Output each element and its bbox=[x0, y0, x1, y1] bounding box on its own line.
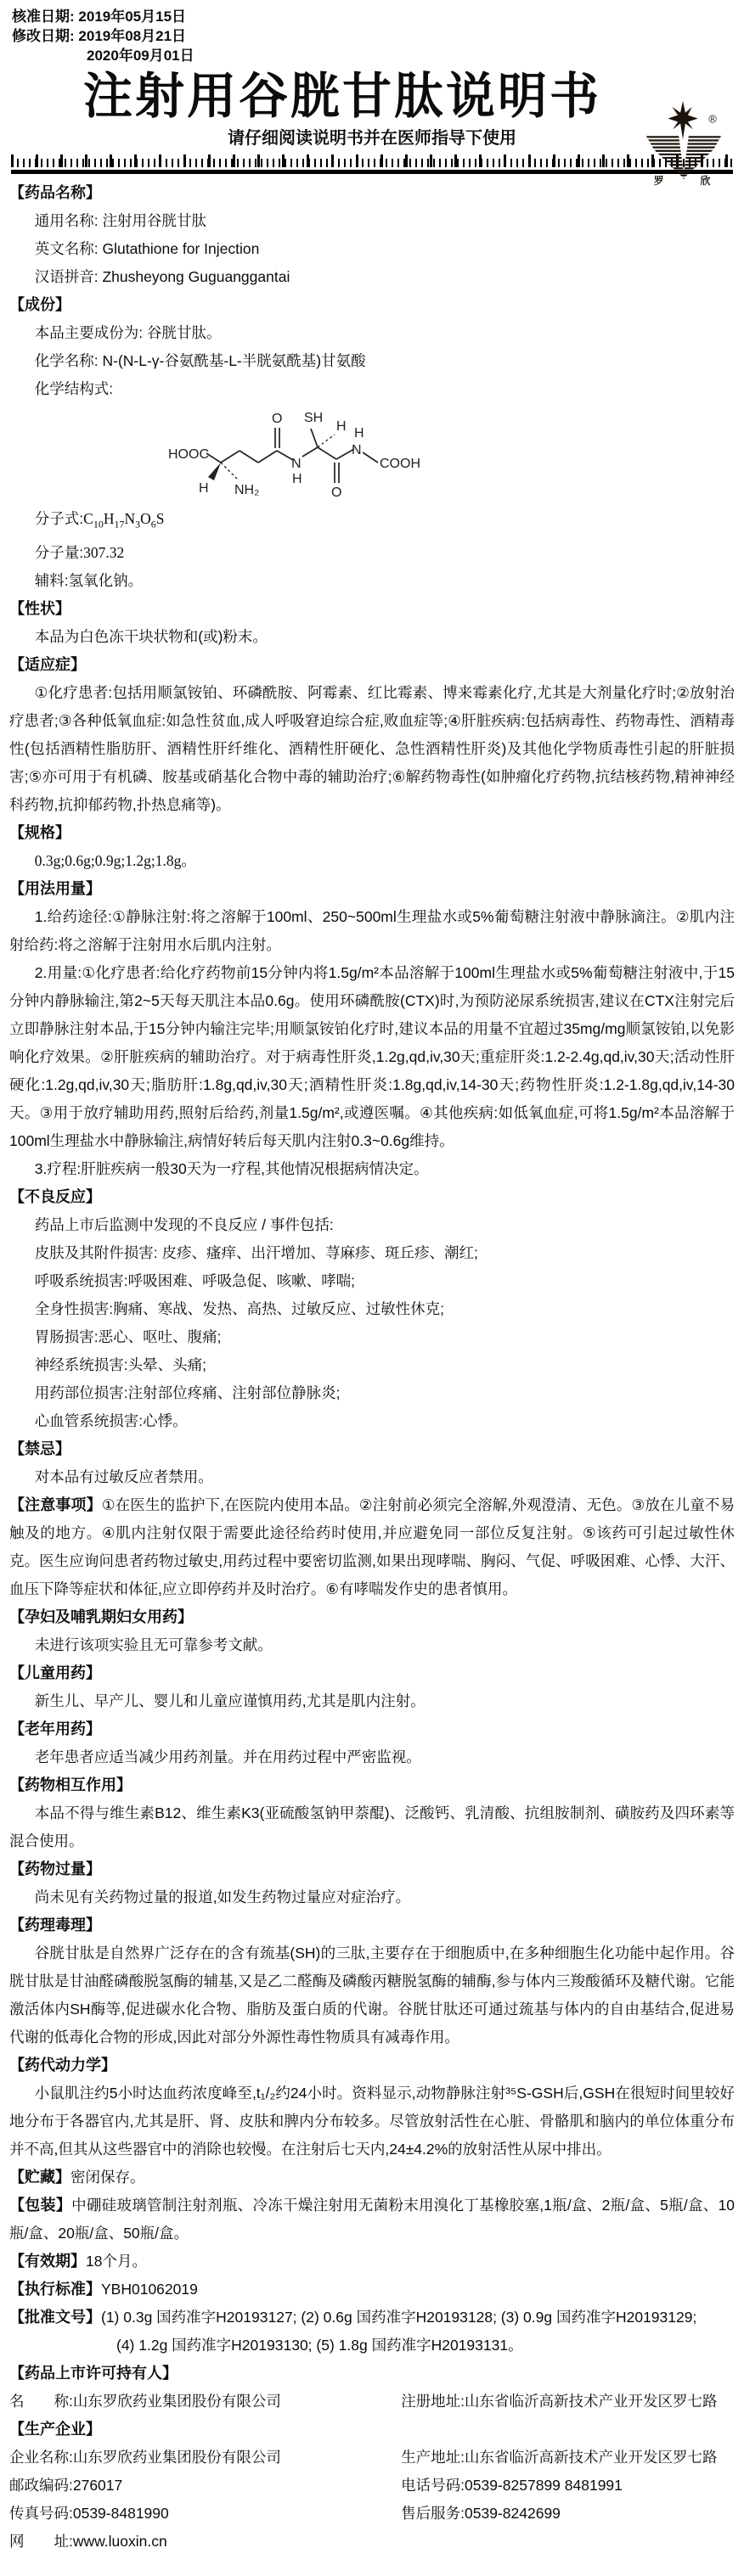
atom-h-dash: H bbox=[336, 419, 347, 434]
atom-cooh: COOH bbox=[380, 457, 420, 471]
adverse-respiratory: 呼吸系统损害:呼吸困难、呼吸急促、咳嗽、哮喘; bbox=[34, 1271, 355, 1289]
interactions-text: 本品不得与维生素B12、维生素K3(亚硫酸氢钠甲萘醌)、泛酸钙、乳清酸、抗组胺制剂、磺胺药及四环素等混合使用。 bbox=[9, 1804, 735, 1849]
shelf-life-text: 18个月。 bbox=[86, 2252, 147, 2270]
atom-h-left: H bbox=[199, 481, 209, 496]
section-heading-packaging: 【包装】 bbox=[9, 2196, 72, 2214]
manufacturer-row-2 bbox=[9, 2472, 735, 2500]
section-heading-pediatric: 【儿童用药】 bbox=[9, 1664, 101, 1681]
revision-date-value-2: 2020年09月01日 bbox=[87, 48, 194, 64]
manufacturer-row-3 bbox=[9, 2500, 735, 2528]
dosage-route: 1.给药途径:①静脉注射:将之溶解于100ml、250~500ml生理盐水或5%葡萄糖注射液中静脉滴注。②肌内注射给药:将之溶解于注射用水后肌内注射。 bbox=[9, 907, 735, 953]
adverse-skin: 皮肤及其附件损害: 皮疹、瘙痒、出汗增加、荨麻疹、斑丘疹、潮红; bbox=[34, 1243, 478, 1261]
section-heading-standard: 【执行标准】 bbox=[9, 2280, 101, 2298]
barcode-separator bbox=[11, 154, 733, 167]
section-heading-contraindications: 【禁忌】 bbox=[9, 1440, 70, 1457]
weight-label: 分子量: bbox=[34, 543, 84, 561]
section-heading-pharmacokinetics: 【药代动力学】 bbox=[9, 2056, 116, 2074]
section-heading-description: 【性状】 bbox=[9, 599, 70, 617]
pregnancy-text: 未进行该项实验且无可靠参考文献。 bbox=[34, 1636, 273, 1653]
after-sales-number: 售后服务:0539-8242699 bbox=[401, 2504, 561, 2522]
holder-name: 名 称:山东罗欣药业集团股份有限公司 bbox=[9, 2392, 281, 2410]
english-name: 英文名称: Glutathione for Injection bbox=[34, 240, 260, 257]
logo-right-wing bbox=[683, 136, 721, 179]
section-heading-composition: 【成份】 bbox=[9, 296, 70, 313]
section-approval-numbers bbox=[9, 2304, 735, 2332]
atom-h-n1: H bbox=[292, 472, 302, 486]
registered-mark: ® bbox=[708, 112, 717, 126]
section-heading-overdose: 【药物过量】 bbox=[9, 1860, 101, 1877]
section-shelf-life bbox=[9, 2248, 735, 2276]
manufacturer-row-1 bbox=[9, 2444, 735, 2472]
indications-text: ①化疗患者:包括用顺氯铵铂、环磷酰胺、阿霉素、红比霉素、博来霉素化疗,尤其是大剂量化疗时;②放射治疗患者;③各种低氧血症:如急性贫血,成人呼吸窘迫综合症,败血症等;④肝脏疾病:包括病毒性、药物毒性、酒精毒性(包括酒精性脂肪肝、酒精性肝纤维化、酒精性肝硬化、急性酒精性肝炎)及其他化学物质毒性引起的肝脏损害;⑤亦可用于有机磷、胺基或硝基化合物中毒的辅助治疗;⑥解药物毒性(如肿瘤化疗药物,抗结核药物,精神神经科药物,抗抑郁药物,扑热息痛等)。 bbox=[9, 683, 735, 813]
section-precautions bbox=[9, 1491, 735, 1603]
section-storage bbox=[9, 2164, 735, 2192]
manufacturer-address: 生产地址:山东省临沂高新技术产业开发区罗七路 bbox=[401, 2448, 718, 2466]
divider-rule bbox=[11, 170, 733, 174]
dosage-amount: 2.用量:①化疗患者:给化疗药物前15分钟内将1.5g/m²本品溶解于100ml生理盐水或5%葡萄糖注射液中,于15分钟内静脉输注,第2~5天每天肌注本品0.6g。使用环磷酰胺(CTX)时,为预防泌尿系统损害,建议在CTX注射完后立即静脉注射本品,于15分钟内输注完毕;用顺氯铵铂化疗时,建议本品的用量不宜超过35mg/mg顺氯铵铂,以免影响化疗效果。②肝脏疾病的辅助治疗。对于病毒性肝炎,1.2g,qd,iv,30天;重症肝炎:1.2-2.4g,qd,iv,30天;活动性肝硬化:1.2g,qd,iv,30天;脂肪肝:1.8g,qd,iv,30天;酒精性肝炎:1.8g,qd,iv,14-30天;药物性肝炎:1.2-1.8g,qd,iv,14-30天。③用于放疗辅助用药,照射后给药,剂量1.5g/m²,或遵医嘱。④其他疾病:如低氧血症,可将1.5g/m²本品溶解于100ml生理盐水中静脉输注,病情好转后每天肌内注射0.3~0.6g维持。 bbox=[9, 963, 735, 1149]
overdose-text: 尚未见有关药物过量的报道,如发生药物过量应对症治疗。 bbox=[34, 1888, 411, 1905]
storage-text: 密闭保存。 bbox=[70, 2168, 145, 2186]
section-heading-indications: 【适应症】 bbox=[9, 655, 86, 673]
star-icon bbox=[668, 101, 697, 139]
atom-sh: SH bbox=[304, 411, 324, 425]
atom-hooc: HOOC bbox=[168, 447, 209, 462]
section-heading-storage: 【贮藏】 bbox=[9, 2168, 70, 2186]
phone-number: 电话号码:0539-8257899 8481991 bbox=[401, 2476, 623, 2494]
atom-o-top: O bbox=[272, 412, 283, 426]
manufacturer-row-4 bbox=[9, 2528, 735, 2556]
adverse-nervous: 神经系统损害:头晕、头痛; bbox=[34, 1355, 206, 1373]
composition-main: 本品主要成份为: 谷胱甘肽。 bbox=[34, 324, 222, 341]
section-heading-geriatric: 【老年用药】 bbox=[9, 1720, 101, 1737]
precautions-text: ①在医生的监护下,在医院内使用本品。②注射前必须完全溶解,外观澄清、无色。③放在儿童不易触及的地方。④肌内注射仅限于需要此途径给药时使用,并应避免同一部位反复注射。⑤该药可引起过敏性休克。医生应询问患者药物过敏史,用药过程中要密切监测,如果出现哮喘、胸闷、气促、呼吸困难、心悸、大汗、血压下降等症状和体征,应立即停药并及时治疗。⑥有哮喘发作史的患者慎用。 bbox=[9, 1496, 735, 1597]
pharmacology-text: 谷胱甘肽是自然界广泛存在的含有巯基(SH)的三肽,主要存在于细胞质中,在多种细胞生化功能中起作用。谷胱甘肽是甘油醛磷酸脱氢酶的辅基,又是乙二醛酶及磷酸丙糖脱氢酶的辅酶,参与体内三羧酸循环及糖代谢。它能激活体内SH酶等,促进碳水化合物、脂肪及蛋白质的代谢。谷胱甘肽还可通过巯基与体内的自由基结合,促进易代谢的低毒化合物的形成,因此对部分外源性毒性物质具有减毒作用。 bbox=[9, 1944, 735, 2046]
approval-date-value: 2019年05月15日 bbox=[78, 8, 187, 25]
dosage-course: 3.疗程:肝脏疾病一般30天为一疗程,其他情况根据病情决定。 bbox=[34, 1159, 429, 1177]
revision-date-value-1: 2019年08月21日 bbox=[78, 28, 187, 44]
description-text: 本品为白色冻干块状物和(或)粉末。 bbox=[34, 627, 268, 645]
holder-registered-address: 注册地址:山东省临沂高新技术产业开发区罗七路 bbox=[401, 2392, 718, 2410]
section-heading-adverse-reactions: 【不良反应】 bbox=[9, 1187, 101, 1205]
revision-date-line bbox=[12, 26, 735, 46]
atom-n1: N bbox=[291, 457, 302, 471]
manufacturer-name: 企业名称:山东罗欣药业集团股份有限公司 bbox=[9, 2448, 281, 2466]
date-block bbox=[9, 7, 735, 65]
adverse-intro: 药品上市后监测中发现的不良反应 / 事件包括: bbox=[34, 1215, 334, 1233]
chemical-structure-diagram bbox=[166, 405, 421, 505]
molecular-weight: 307.32 bbox=[83, 543, 125, 561]
excipient-line: 辅料:氢氧化钠。 bbox=[34, 571, 144, 589]
section-heading-interactions: 【药物相互作用】 bbox=[9, 1776, 132, 1793]
section-heading-precautions: 【注意事项】 bbox=[9, 1496, 102, 1513]
license-holder-row bbox=[9, 2388, 735, 2416]
atom-n2: N bbox=[352, 443, 362, 457]
pediatric-text: 新生儿、早产儿、婴儿和儿童应谨慎用药,尤其是肌内注射。 bbox=[34, 1692, 426, 1709]
structure-label: 化学结构式: bbox=[34, 380, 114, 397]
atom-o-bottom: O bbox=[331, 485, 342, 500]
postal-code: 邮政编码:276017 bbox=[9, 2476, 123, 2494]
approval-date-line bbox=[12, 7, 735, 26]
strength-text: 0.3g;0.6g;0.9g;1.2g;1.8g。 bbox=[34, 851, 196, 869]
approval-date-label: 核准日期: bbox=[12, 8, 75, 25]
page-title: 注射用谷胱甘肽说明书 bbox=[82, 69, 601, 124]
section-heading-license-holder: 【药品上市许可持有人】 bbox=[9, 2364, 178, 2382]
pharmacokinetics-text: 小鼠肌注约5小时达血药浓度峰至,t₁/₂约24小时。资料显示,动物静脉注射³⁵S-GSH后,GSH在很短时间里较好地分布于各器官内,尤其是肝、肾、皮肤和脾内分布较多。尽管放射活性在心脏、骨骼肌和脑内的单位体重分布并不高,但其从这些器官中的消除也较慢。在注射后七天内,24±4.2%的放射活性从尿中排出。 bbox=[9, 2084, 735, 2158]
generic-name: 通用名称: 注射用谷胱甘肽 bbox=[34, 212, 206, 229]
subtitle: 请仔细阅读说明书并在医师指导下使用 bbox=[228, 129, 516, 148]
section-heading-drug-name: 【药品名称】 bbox=[9, 184, 101, 201]
section-packaging bbox=[9, 2192, 735, 2248]
logo-char-right: 欣 bbox=[700, 176, 711, 186]
molecular-weight-line bbox=[9, 539, 735, 567]
section-heading-strength: 【规格】 bbox=[9, 823, 70, 841]
approval-numbers-line2: (4) 1.2g 国药准字H20193130; (5) 1.8g 国药准字H20193131。 bbox=[116, 2336, 523, 2354]
section-heading-manufacturer: 【生产企业】 bbox=[9, 2420, 101, 2438]
contraindications-text: 对本品有过敏反应者禁用。 bbox=[34, 1468, 213, 1485]
fax-number: 传真号码:0539-8481990 bbox=[9, 2504, 169, 2522]
geriatric-text: 老年患者应适当减少用药剂量。并在用药过程中严密监视。 bbox=[34, 1748, 421, 1765]
header bbox=[9, 69, 735, 186]
atom-h-n2: H bbox=[354, 426, 364, 441]
logo-char-left: 罗 bbox=[653, 176, 664, 186]
molecular-formula-line bbox=[9, 505, 735, 539]
luoxin-logo bbox=[645, 101, 723, 186]
chemical-name: 化学名称: N-(N-L-γ-谷氨酰基-L-半胱氨酰基)甘氨酸 bbox=[34, 352, 366, 369]
section-heading-shelf-life: 【有效期】 bbox=[9, 2252, 86, 2270]
adverse-systemic: 全身性损害:胸痛、寒战、发热、高热、过敏反应、过敏性休克; bbox=[34, 1299, 444, 1317]
section-heading-pregnancy: 【孕妇及哺乳期妇女用药】 bbox=[9, 1608, 193, 1625]
pinyin-name: 汉语拼音: Zhusheyong Guguanggantai bbox=[34, 268, 290, 285]
adverse-gastro: 胃肠损害:恶心、呕吐、腹痛; bbox=[34, 1327, 222, 1345]
atom-nh2: NH₂ bbox=[234, 483, 260, 497]
section-heading-pharmacology: 【药理毒理】 bbox=[9, 1916, 101, 1933]
revision-date-label: 修改日期: bbox=[12, 28, 75, 44]
logo-left-wing bbox=[646, 136, 685, 179]
formula-label: 分子式: bbox=[34, 510, 84, 527]
section-heading-dosage: 【用法用量】 bbox=[9, 879, 101, 897]
section-standard bbox=[9, 2276, 735, 2304]
standard-text: YBH01062019 bbox=[101, 2280, 198, 2298]
adverse-cardio: 心血管系统损害:心悸。 bbox=[34, 1411, 188, 1429]
adverse-site: 用药部位损害:注射部位疼痛、注射部位静脉炎; bbox=[34, 1383, 341, 1401]
website: 网 址:www.luoxin.cn bbox=[9, 2532, 167, 2550]
section-heading-approval-numbers: 【批准文号】 bbox=[9, 2308, 101, 2326]
approval-numbers-line1: (1) 0.3g 国药准字H20193127; (2) 0.6g 国药准字H20193128; (3) 0.9g 国药准字H20193129; bbox=[101, 2308, 697, 2326]
packaging-text: 中硼硅玻璃管制注射剂瓶、冷冻干燥注射用无菌粉末用溴化丁基橡胶塞,1瓶/盒、2瓶/盒、5瓶/盒、10瓶/盒、20瓶/盒、50瓶/盒。 bbox=[9, 2196, 736, 2242]
molecular-formula: $C_{10}H_{17}N_3O_6S$ bbox=[83, 510, 165, 530]
